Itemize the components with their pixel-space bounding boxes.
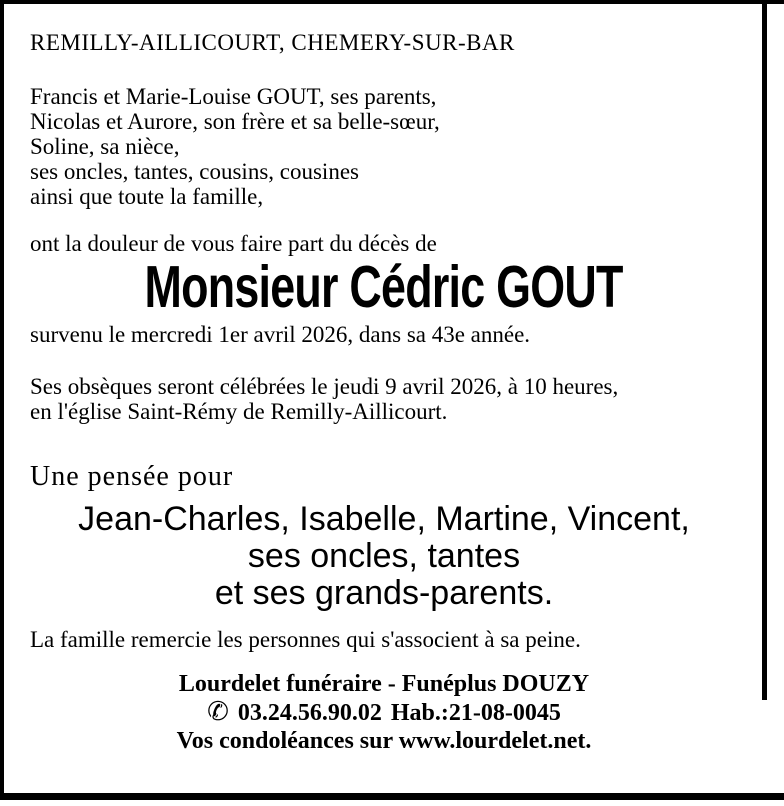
- contact-line: [30, 698, 738, 727]
- family-line: Nicolas et Aurore, son frère et sa belle-sœur,: [30, 109, 440, 134]
- deceased-name-wrap: [30, 254, 738, 320]
- family-line: ainsi que toute la famille,: [30, 184, 264, 209]
- family-line: ses oncles, tantes, cousins, cousines: [30, 159, 359, 184]
- tribute-names: [30, 501, 738, 612]
- phone-number: 03.24.56.90.02: [237, 700, 382, 726]
- funeral-service-info: [30, 374, 738, 424]
- scan-border-bottom: [0, 793, 784, 800]
- license-number: Hab.:21-08-0045: [390, 700, 561, 726]
- funeral-service-line: en l'église Saint-Rémy de Remilly-Aillicourt.: [30, 399, 448, 424]
- location-header: REMILLY-AILLICOURT, CHEMERY-SUR-BAR: [30, 30, 515, 55]
- announcement-text: ont la douleur de vous faire part du décès de: [30, 231, 437, 256]
- tribute-intro: Une pensée pour: [30, 461, 234, 492]
- scan-border-right: [762, 0, 767, 700]
- funeral-home-block: [30, 670, 738, 755]
- family-members-list: [30, 84, 738, 209]
- tribute-line: et ses grands-parents.: [214, 574, 554, 612]
- notice-content: [4, 4, 762, 793]
- tribute-line: ses oncles, tantes: [247, 537, 521, 575]
- funeral-home-name: Lourdelet funéraire - Funéplus DOUZY: [178, 671, 590, 697]
- funeral-service-line: Ses obsèques seront célébrées le jeudi 9 avril 2026, à 10 heures,: [30, 374, 619, 399]
- family-line: Francis et Marie-Louise GOUT, ses parents,: [30, 84, 437, 109]
- family-thanks: La famille remercie les personnes qui s'associent à sa peine.: [30, 627, 581, 652]
- condolences-url: Vos condoléances sur www.lourdelet.net.: [176, 728, 592, 754]
- tribute-line: Jean-Charles, Isabelle, Martine, Vincent,: [78, 500, 690, 538]
- family-line: Soline, sa nièce,: [30, 134, 180, 159]
- telephone-icon: ✆: [207, 697, 229, 726]
- deceased-name: Monsieur Cédric GOUT: [144, 254, 624, 320]
- death-date-text: survenu le mercredi 1er avril 2026, dans sa 43e année.: [30, 322, 531, 347]
